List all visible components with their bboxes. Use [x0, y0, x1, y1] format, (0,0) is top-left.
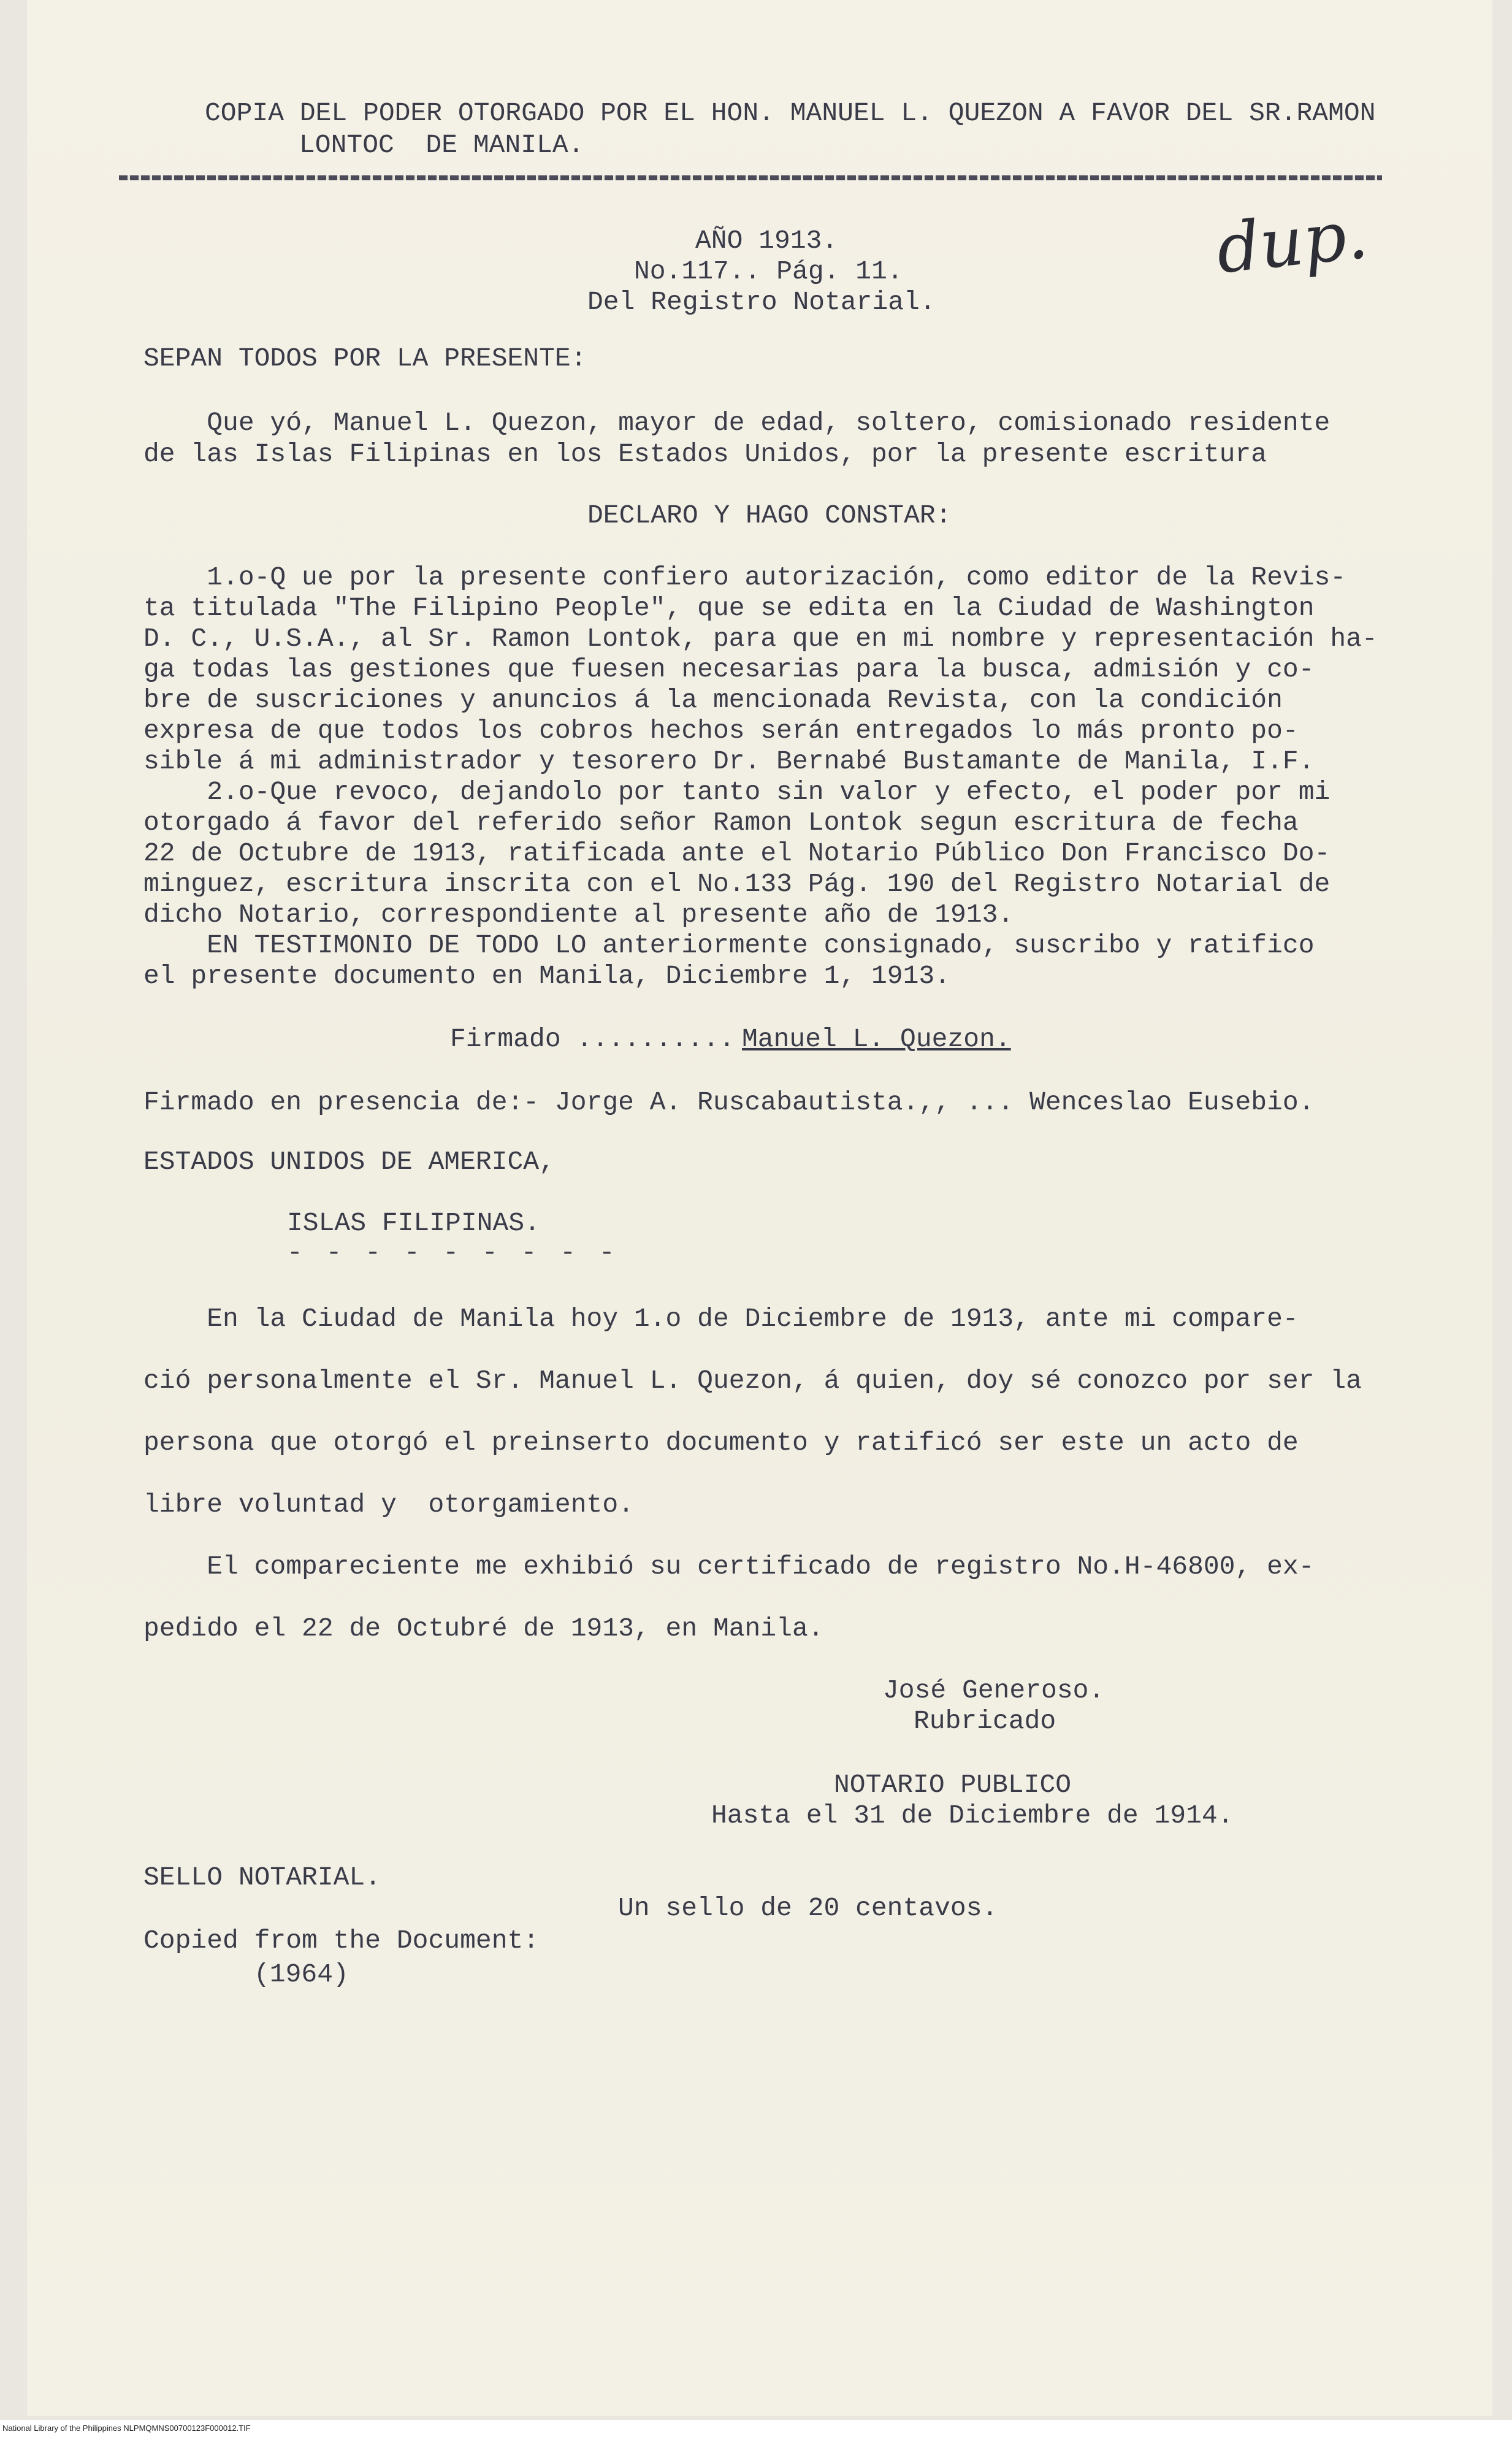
archive-footer: National Library of the Philippines NLPMQMNS00700123F000012.TIF	[0, 2420, 1512, 2437]
acknowledgment-line: El compareciente me exhibió su certificado de registro No.H-46800, ex-	[143, 1551, 1315, 1582]
notary-term: Hasta el 31 de Diciembre de 1914.	[711, 1800, 1234, 1831]
body-line: bre de suscriciones y anuncios á la mencionada Revista, con la condición	[143, 685, 1283, 715]
venue-country: ESTADOS UNIDOS DE AMERICA,	[143, 1147, 555, 1177]
body-line: D. C., U.S.A., al Sr. Ramon Lontok, para que en mi nombre y representación ha-	[143, 624, 1378, 654]
opening-clause: SEPAN TODOS POR LA PRESENTE:	[143, 343, 587, 373]
body-line: otorgado á favor del referido señor Ramon Lontok segun escritura de fecha	[143, 808, 1299, 838]
intro-line: Que yó, Manuel L. Quezon, mayor de edad, soltero, comisionado residente	[143, 408, 1331, 438]
signed-label: Firmado ..........	[450, 1024, 735, 1054]
body-line: minguez, escritura inscrita con el No.133 Pág. 190 del Registro Notarial de	[143, 869, 1331, 899]
body-line: ga todas las gestiones que fuesen necesarias para la busca, admisión y co-	[143, 654, 1315, 684]
body-line: dicho Notario, correspondiente al presente año de 1913.	[143, 900, 1014, 930]
header-line-1: COPIA DEL PODER OTORGADO POR EL HON. MANUEL L. QUEZON A FAVOR DEL SR.RAMON	[205, 98, 1376, 128]
body-line: sible á mi administrador y tesorero Dr. Bernabé Bustamante de Manila, I.F.	[143, 746, 1315, 776]
body-line: EN TESTIMONIO DE TODO LO anteriormente consignado, suscribo y ratifico	[143, 930, 1315, 960]
acknowledgment-line: ció personalmente el Sr. Manuel L. Quezon, á quien, doy sé conozco por ser la	[143, 1366, 1362, 1396]
registry-number: No.117.. Pág. 11.	[634, 256, 903, 286]
acknowledgment-line: pedido el 22 de Octubré de 1913, en Manila.	[143, 1613, 824, 1643]
acknowledgment-line: libre voluntad y otorgamiento.	[143, 1490, 634, 1520]
document-page	[27, 0, 1492, 2416]
intro-line: de las Islas Filipinas en los Estados Unidos, por la presente escritura	[143, 439, 1267, 469]
stamp-note: Un sello de 20 centavos.	[618, 1893, 998, 1923]
body-line: ta titulada "The Filipino People", que se edita en la Ciudad de Washington	[143, 593, 1315, 623]
witnesses-line: Firmado en presencia de:- Jorge A. Ruscabautista.,, ... Wenceslao Eusebio.	[143, 1087, 1315, 1117]
body-line: 2.o-Que revoco, dejandolo por tanto sin valor y efecto, el poder por mi	[143, 777, 1331, 807]
acknowledgment-line: En la Ciudad de Manila hoy 1.o de Diciembre de 1913, ante mi compare-	[143, 1304, 1299, 1334]
notary-rubric: Rubricado	[914, 1706, 1056, 1736]
body-line: 22 de Octubre de 1913, ratificada ante el Notario Público Don Francisco Do-	[143, 838, 1331, 868]
copied-year: (1964)	[254, 1959, 349, 1989]
body-line: 1.o-Q ue por la presente confiero autorización, como editor de la Revis-	[143, 562, 1346, 592]
copied-label: Copied from the Document:	[143, 1926, 540, 1956]
seal-label: SELLO NOTARIAL.	[143, 1862, 381, 1892]
header-line-2: LONTOC DE MANILA.	[299, 130, 584, 160]
venue-dashes: - - - - - - - - -	[287, 1238, 619, 1268]
handwritten-annotation: dup.	[1212, 194, 1372, 289]
notary-title: NOTARIO PUBLICO	[834, 1770, 1072, 1800]
venue-islands: ISLAS FILIPINAS.	[287, 1208, 540, 1238]
body-line: expresa de que todos los cobros hechos serán entregados lo más pronto po-	[143, 716, 1299, 746]
registry-book: Del Registro Notarial.	[587, 287, 936, 317]
acknowledgment-line: persona que otorgó el preinserto documento y ratificó ser este un acto de	[143, 1428, 1299, 1458]
body-line: el presente documento en Manila, Diciembre 1, 1913.	[143, 961, 951, 991]
header-rule	[119, 175, 1382, 180]
registry-year: AÑO 1913.	[695, 226, 838, 256]
notary-name: José Generoso.	[883, 1675, 1105, 1705]
declaration-title: DECLARO Y HAGO CONSTAR:	[587, 500, 952, 530]
signed-name: Manuel L. Quezon.	[742, 1024, 1011, 1054]
